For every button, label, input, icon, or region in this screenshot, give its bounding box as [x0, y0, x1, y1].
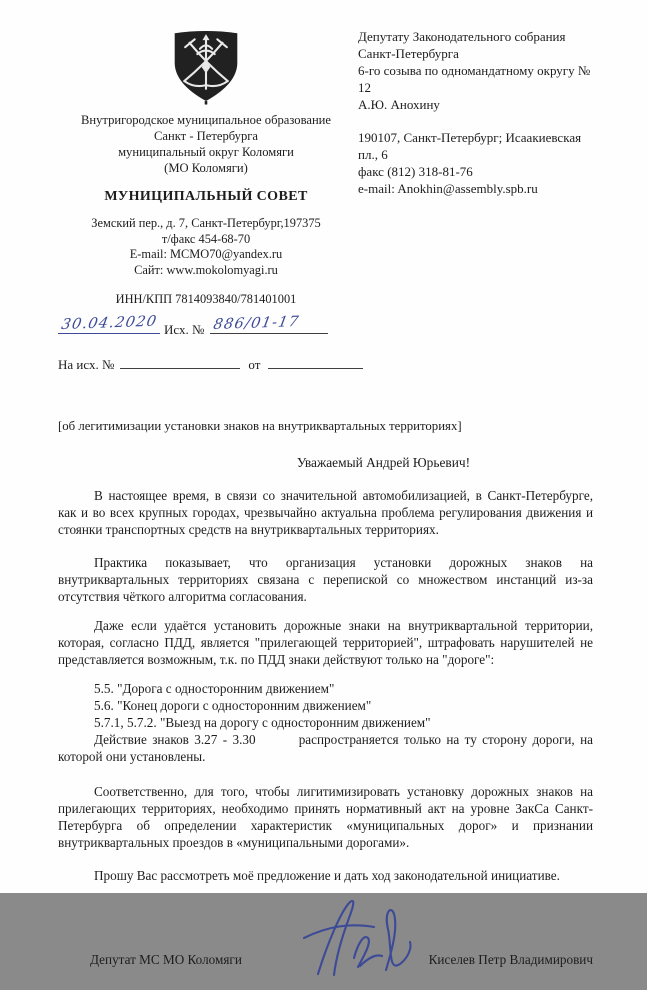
incoming-date-blank — [268, 352, 363, 369]
signer-name: Киселев Петр Владимирович — [428, 952, 593, 968]
reference-block — [58, 314, 593, 373]
sender-org-line: Санкт - Петербурга — [153, 129, 259, 143]
sender-column — [58, 28, 354, 307]
coat-of-arms-icon — [162, 28, 250, 108]
recipient-line: Санкт-Петербурга — [358, 46, 459, 61]
sender-phone-line: т/факс 454-68-70 — [161, 231, 251, 246]
incoming-number-blank — [120, 352, 240, 369]
outgoing-label: Исх. № — [164, 322, 205, 338]
recipient-email-line: e-mail: Anokhin@assembly.spb.ru — [358, 181, 538, 196]
letterhead — [58, 28, 593, 307]
sender-email-line: E-mail: MCMO70@yandex.ru — [129, 247, 283, 262]
incoming-ref-line — [58, 352, 593, 373]
incoming-label: На исх. № — [58, 357, 115, 373]
from-label: от — [248, 357, 261, 373]
recipient-name: А.Ю. Анохину — [358, 97, 440, 112]
salutation: Уважаемый Андрей Юрьевич! — [296, 455, 471, 471]
recipient-line: 12 — [358, 80, 371, 95]
sender-org-line: (МО Коломяги) — [164, 161, 248, 175]
recipient-line: Депутату Законодательного собрания — [358, 29, 566, 44]
sender-address — [58, 216, 354, 278]
recipient-block — [354, 28, 593, 307]
sender-org-line: Внутригородское муниципальное образование — [80, 113, 332, 127]
recipient-address-line: пл., 6 — [358, 147, 388, 162]
handwritten-outgoing-number: 886/01-17 — [212, 314, 301, 334]
sender-site-line: Сайт: www.mokolomyagi.ru — [134, 262, 278, 277]
body-paragraph: Практика показывает, что организация установки дорожных знаков на внутриквартальных территориях связана с перепиской со множеством инстанций из-за отсутствия чёткого алгоритма согласования. — [58, 555, 593, 605]
road-sign-item: 5.5. "Дорога с односторонним движением" — [94, 681, 335, 697]
outgoing-ref-line — [58, 314, 593, 338]
body-paragraph: В настоящее время, в связи со значительной автомобилизацией, в Санкт-Петербурге, как и во всех крупных городах, чрезвычайно актуальна проблема регулирования движения и стоянки транспортных средств на внутриквартальных территориях. — [58, 488, 593, 538]
signature-autograph-icon — [290, 896, 430, 980]
body-paragraph: Прошу Вас рассмотреть моё предложение и дать ход законодательной инициативе. — [94, 868, 560, 884]
sender-inn-kpp: ИНН/КПП 7814093840/781401001 — [115, 292, 297, 307]
handwritten-date: 30.04.2020 — [60, 314, 159, 334]
road-signs-list — [58, 680, 593, 731]
signature-block — [58, 902, 593, 990]
body-paragraph: Даже если удаётся установить дорожные знаки на внутриквартальной территории, которая, согласно ПДД, является "прилегающей территорией", штрафовать нарушителей не представляется возможным, т.к. по ПДД знаки действуют только на "дороге": — [58, 618, 593, 668]
sender-address-line: Земский пер., д. 7, Санкт-Петербург,197375 — [91, 216, 321, 230]
recipient-fax-line: факс (812) 318-81-76 — [358, 164, 473, 179]
sender-org-name — [58, 112, 354, 176]
signer-title: Депутат МС МО Коломяги — [90, 952, 242, 968]
road-sign-item: 5.6. "Конец дороги с односторонним движением" — [94, 698, 372, 714]
subject-line: [об легитимизации установки знаков на внутриквартальных территориях] — [58, 419, 462, 434]
recipient-line: 6-го созыва по одномандатному округу № — [358, 63, 591, 78]
road-sign-item: 5.7.1, 5.7.2. "Выезд на дорогу с односторонним движением" — [94, 715, 431, 731]
outgoing-number-blank — [210, 314, 328, 334]
date-blank — [58, 314, 160, 334]
body-paragraph: Соответственно, для того, чтобы лигитимизировать установку дорожных знаков на прилегающих территориях, необходимо принять нормативный акт на уровне ЗакСа Санкт-Петербурга об определении характеристик «муниципальных дорог» и признании внутриквартальных проездов в «муниципальными дорогами». — [58, 784, 593, 851]
sender-org-line: муниципальный округ Коломяги — [118, 145, 294, 159]
council-title: МУНИЦИПАЛЬНЫЙ СОВЕТ — [104, 189, 308, 204]
recipient-address-line: 190107, Санкт-Петербург; Исаакиевская — [358, 130, 582, 145]
body-paragraph: Действие знаков 3.27 - 3.30 распространяется только на ту сторону дороги, на которой они установлены. — [58, 732, 597, 765]
spacer — [358, 113, 593, 129]
